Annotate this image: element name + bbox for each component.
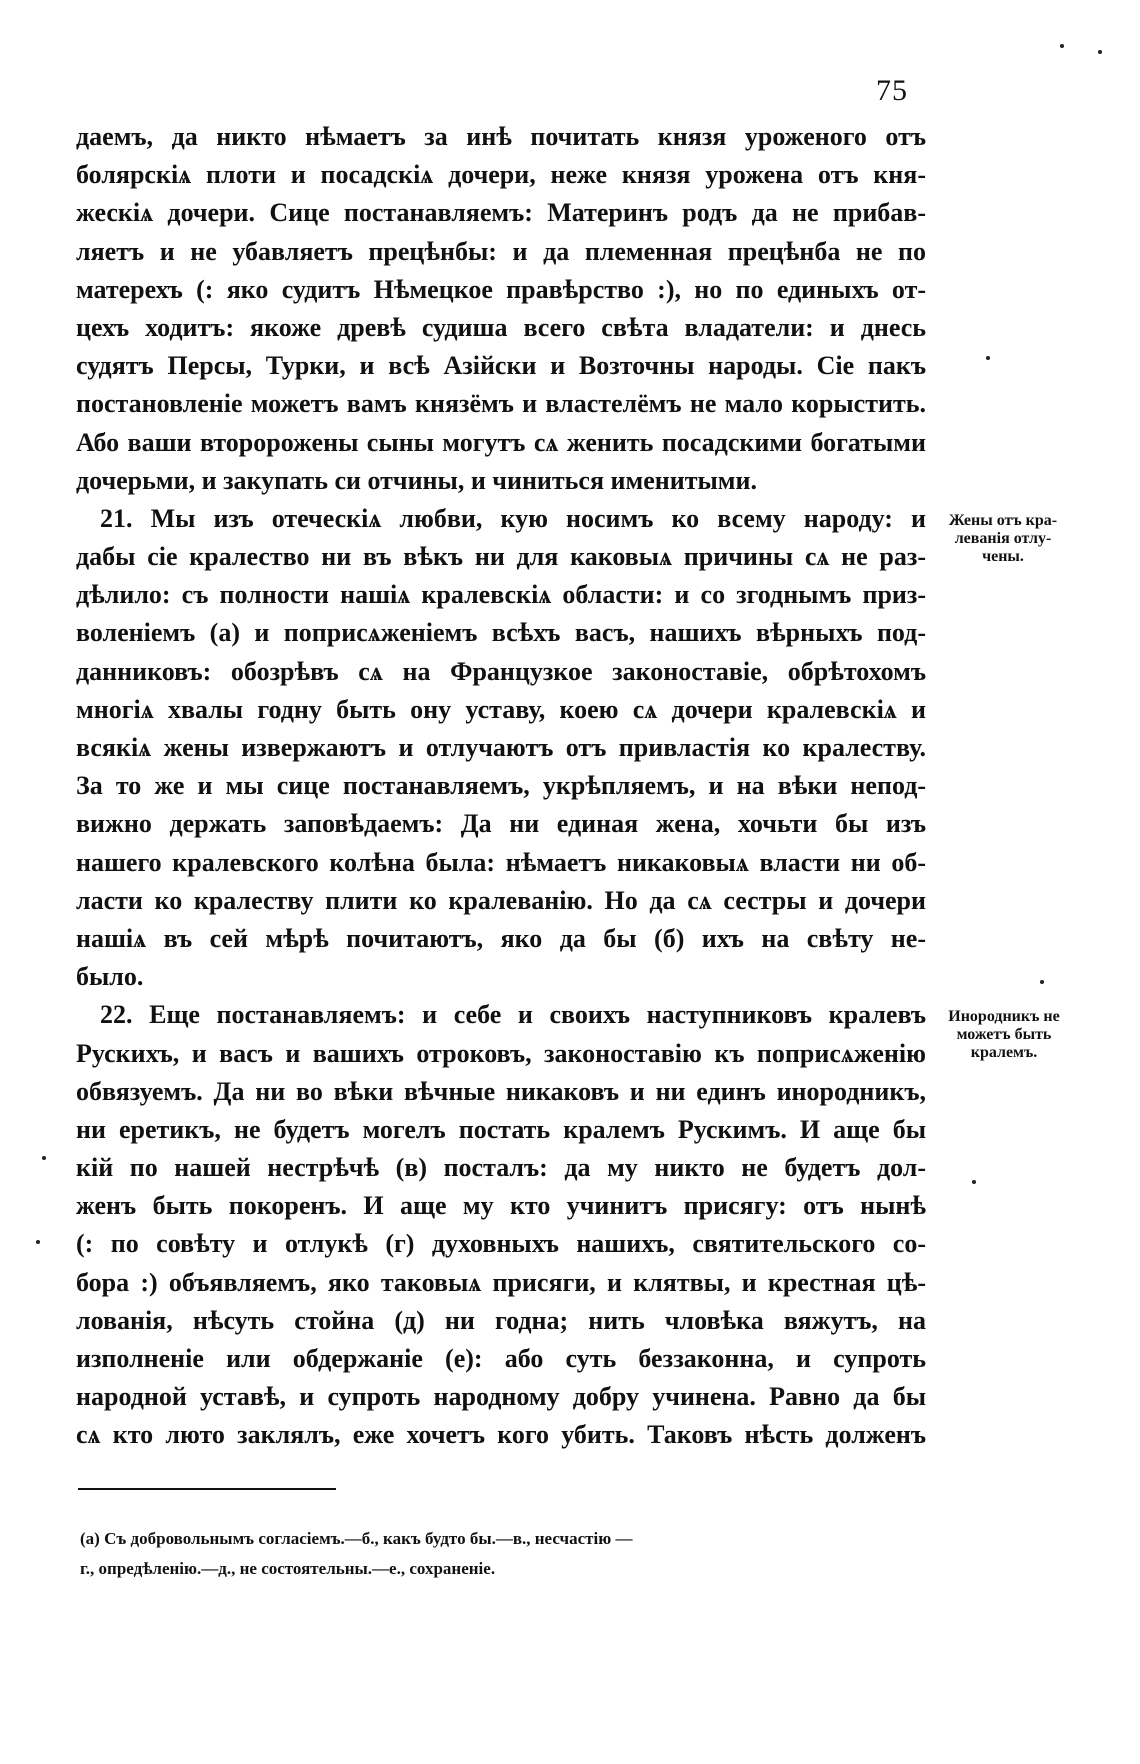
footnote-divider <box>78 1488 336 1490</box>
text-line: Рускихъ, и васъ и вашихъ отроковъ, законоставію къ поприсѧженію <box>76 1038 926 1068</box>
text-line: дабы сіе кралество ни въ вѣкъ ни для каковыѧ причины сѧ не раз- <box>76 542 926 572</box>
text-line: данниковъ: обозрѣвъ сѧ на Французкое законоставіе, обрѣтохомъ <box>76 656 926 686</box>
footnotes <box>80 1524 926 1584</box>
scan-speck <box>1040 980 1044 984</box>
page-number: 75 <box>876 74 908 107</box>
scan-speck <box>42 1156 46 1160</box>
text-line: цехъ ходитъ: якоже древѣ судиша всего свѣта владатели: и днесь <box>76 312 926 342</box>
margin-note-line: Инородникъ не <box>948 1008 1060 1025</box>
text-line: дочерьми, и закупать си отчины, и чиниться именитыми. <box>76 465 757 495</box>
text-line: даемъ, да никто нѣмаетъ за инѣ почитать князя уроженого отъ <box>76 122 926 151</box>
text-line: болярскіѧ плоти и посадскіѧ дочери, неже князя урожена отъ кня- <box>76 160 926 190</box>
text-line: матерехъ (: яко судитъ Нѣмецкое правѣрство :), но по единыхъ от- <box>76 274 926 304</box>
margin-note-line: кралемъ. <box>970 1044 1038 1061</box>
body-text <box>76 118 926 1455</box>
scan-speck <box>1060 44 1064 48</box>
margin-note-line: Жены отъ кра- <box>948 512 1058 529</box>
footnote-line: г., опредѣленію.—д., не состоятельны.—е., сохраненіе. <box>80 1559 496 1578</box>
margin-note-foreigner <box>926 1008 1082 1062</box>
text-line: (: по совѣту и отлукѣ (г) духовныхъ нашихъ, святительского со- <box>76 1229 926 1259</box>
scan-speck <box>972 1180 976 1184</box>
text-line: кій по нашей нестрѣчѣ (в) посталъ: да му никто не будетъ дол- <box>76 1153 926 1183</box>
text-line: сѧ кто люто заклялъ, еже хочетъ кого убить. Таковъ нѣсть долженъ <box>76 1420 926 1450</box>
text-line: жескіѧ дочери. Сице постанавляемъ: Материнъ родъ да не прибав- <box>76 198 926 228</box>
text-line: нашіѧ въ сей мѣрѣ почитаютъ, яко да бы (б) ихъ на свѣту не- <box>76 923 926 953</box>
text-line: нашего кралевского колѣна была: нѣмаетъ никаковыѧ власти ни об- <box>76 847 926 877</box>
margin-note-line: чены. <box>982 548 1024 565</box>
margin-note-line: можетъ быть <box>956 1026 1052 1043</box>
text-line: Або ваши второрожены сыны могутъ сѧ женить посадскими богатыми <box>76 427 926 457</box>
text-line: За то же и мы сице постанавляемъ, укрѣпляемъ, и на вѣки непод- <box>76 771 926 801</box>
text-line: изполненіе или обдержаніе (е): або суть беззаконна, и супроть <box>76 1344 926 1373</box>
footnote-line: (а) Съ добровольнымъ согласіемъ.—б., какъ будто бы.—в., несчастію — <box>80 1529 633 1548</box>
text-line: ни еретикъ, не будетъ могелъ постать кралемъ Рускимъ. И аще бы <box>76 1114 926 1144</box>
text-line: обвязуемъ. Да ни во вѣки вѣчные никаковъ и ни единъ инородникъ, <box>76 1076 926 1106</box>
scan-speck <box>1098 50 1102 54</box>
text-line: лованія, нѣсуть стойна (д) ни годна; нить чловѣка вяжутъ, на <box>76 1305 926 1335</box>
text-line: женъ быть покоренъ. И аще му кто учинитъ присягу: отъ нынѣ <box>76 1191 926 1221</box>
paragraph-21-start: 21. Мы изъ отеческіѧ любви, кую носимъ ко всему народу: и <box>100 503 926 533</box>
text-line: постановленіе можетъ вамъ князёмъ и властелёмъ не мало корыстить. <box>76 389 926 419</box>
margin-note-women-excluded <box>928 512 1078 566</box>
text-line: народной уставѣ, и супроть народному добру учинена. Равно да бы <box>76 1382 926 1412</box>
text-line: многіѧ хвалы годну быть ону уставу, коею сѧ дочери кралевскіѧ и <box>76 694 926 724</box>
scan-speck <box>36 1240 40 1244</box>
text-line: ласти ко кралеству плити ко кралеванію. Но да сѧ сестры и дочери <box>76 885 926 915</box>
paragraph-22-start: 22. Еще постанавляемъ: и себе и своихъ наступниковъ кралевъ <box>100 1000 926 1030</box>
margin-note-line: леванія отлу- <box>954 530 1052 547</box>
text-line: было. <box>76 962 144 992</box>
text-line: всякіѧ жены извержаютъ и отлучаютъ отъ привластія ко кралеству. <box>76 733 926 762</box>
text-line: ляетъ и не убавляетъ прецѣнбы: и да племенная прецѣнба не по <box>76 236 926 266</box>
text-line: дѣлило: съ полности нашіѧ кралевскіѧ области: и со згоднымъ приз- <box>76 580 926 610</box>
text-line: воленіемъ (а) и поприсѧженіемъ всѣхъ васъ, нашихъ вѣрныхъ под- <box>76 618 926 648</box>
scan-speck <box>986 356 990 360</box>
text-line: судятъ Персы, Турки, и всѣ Азійски и Возточны народы. Сіе пакъ <box>76 351 926 381</box>
text-line: вижно держать заповѣдаемъ: Да ни единая жена, хочьти бы изъ <box>76 809 926 839</box>
text-line: бора :) объявляемъ, яко таковыѧ присяги, и клятвы, и крестная цѣ- <box>76 1267 926 1297</box>
